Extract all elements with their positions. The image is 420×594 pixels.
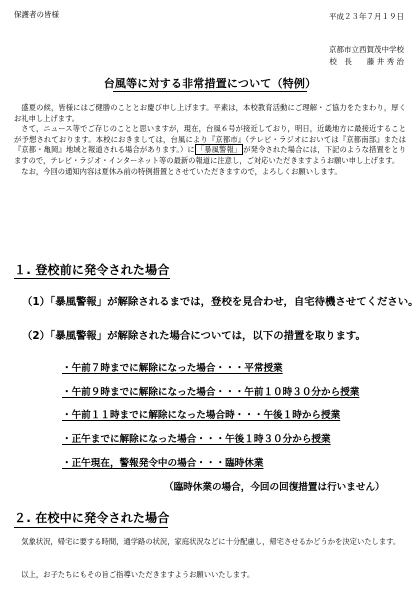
principal-name: 校 長 藤 井 秀 治 [329, 57, 404, 66]
closing-paragraph: 以上，お子たちにもその旨ご指導いただきますようお願いいたします。 [21, 570, 255, 579]
bullet-item-3: ・午前１１時までに解除になった場合時・・・午後１時から授業 [62, 410, 341, 421]
bullet-item-4: ・正午までに解除になった場合・・・午後１時３０分から授業 [62, 434, 331, 445]
section1-item2: （2）「暴風警報」が解除された場合については，以下の措置を取ります。 [22, 330, 366, 342]
section1-underline [14, 278, 170, 279]
intro-paragraph-2b: が発令された場合には，下記のような措置をとりますので，テレビ・ラジオ・インターネット等の最新の報道に注意し，ご対応いただきますようお願い申し上げます。 [14, 145, 407, 165]
section2-heading: ２. 在校中に発令された場合 [14, 511, 170, 525]
recipient-line: 保護者の皆様 [14, 10, 59, 19]
intro-paragraph-2a: さて，ニュース等でご存じのことと思いますが，現在，台風６号が接近しており，明日，近畿地方に最接近することが予想されております。本校におきましては，台風により『京都市』（テレビ・ラジオにおいては『京都南部』または『京都・亀岡』地域と報道される場合があります。）に [14, 124, 406, 155]
title-underline [113, 91, 307, 92]
intro-paragraph-1: 盛夏の候，皆様にはご健勝のこととお慶び申し上げます。平素は，本校教育活動にご理解・ご協力をたまわり，厚くお礼申し上げます。 [14, 103, 406, 123]
closure-note: （臨時休業の場合，今回の回復措置は行いません） [164, 482, 385, 493]
section2-underline [14, 527, 168, 528]
intro-text [14, 103, 406, 177]
section1-item1: （1）「暴風警報」が解除されるまでは，登校を見合わせ，自宅待機させてください。 [22, 296, 419, 308]
storm-warning-box: 「暴風警報」 [196, 145, 242, 155]
bullet-item-5: ・正午現在，警報発令中の場合・・・臨時休業 [62, 458, 264, 469]
intro-paragraph-3: なお，今回の通知内容は夏休み前の特例措置とさせていただきますので，よろしくお願いします。 [21, 166, 342, 176]
section2-paragraph-1: 気象状況，帰宅に要する時間，通学路の状況，家庭状況などに十分配慮し，帰宅させるかどうかを決定いたします。 [21, 537, 401, 546]
intro-paragraph-2 [14, 124, 406, 166]
page-title: 台風等に対する非常措置について（特例） [103, 77, 317, 90]
bullet-item-2: ・午前９時までに解除になった場合・・・午前１０時３０分から授業 [62, 387, 360, 398]
section2-text [14, 537, 406, 548]
closing-text [14, 570, 406, 581]
issue-date: 平成２３年７月１９日 [329, 12, 404, 21]
bullet-item-1: ・午前７時までに解除になった場合・・・平常授業 [62, 363, 283, 374]
section1-heading: １. 登校前に発令された場合 [14, 263, 170, 277]
school-name: 京都市立西賀茂中学校 [329, 45, 404, 54]
